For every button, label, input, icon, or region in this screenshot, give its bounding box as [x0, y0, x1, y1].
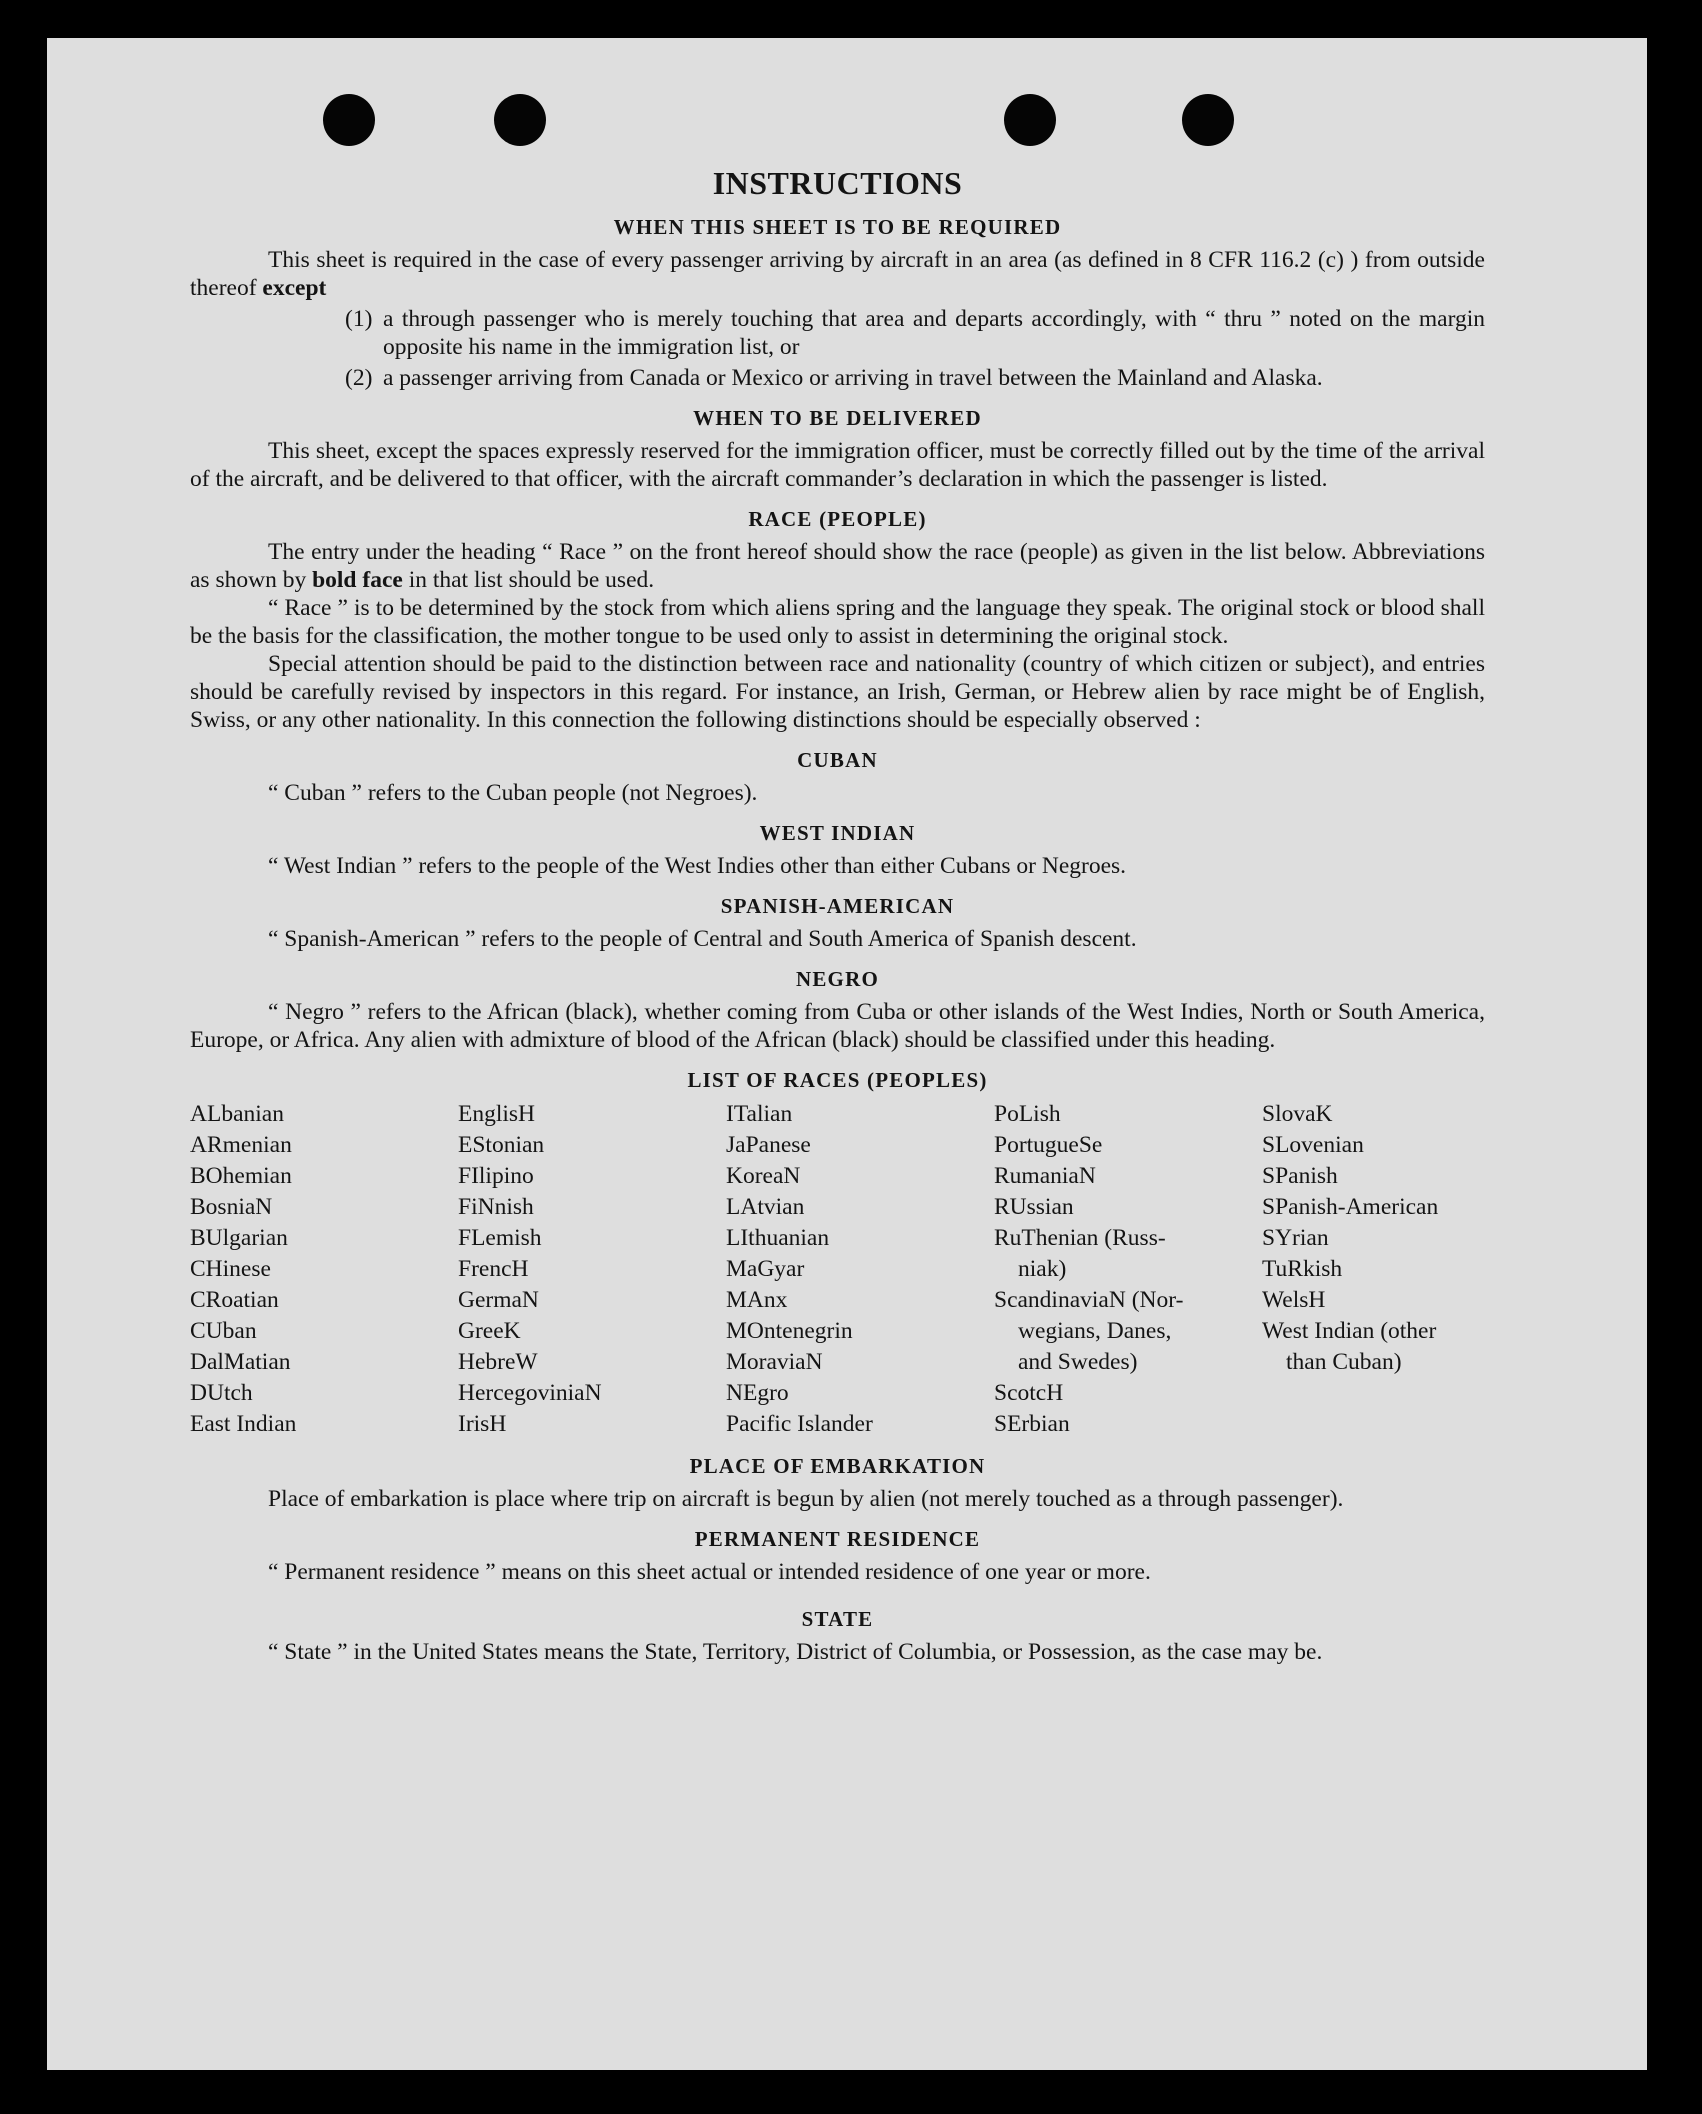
race-entry: FiNnish — [458, 1194, 534, 1220]
race-entry: SPanish-American — [1262, 1194, 1439, 1220]
heading-list-of-races: LIST OF RACES (PEOPLES) — [687, 1068, 988, 1092]
race-entry: East Indian — [190, 1411, 297, 1437]
race-entry: FrencH — [458, 1256, 529, 1282]
heading-when-delivered: WHEN TO BE DELIVERED — [693, 406, 982, 430]
races-list — [190, 1099, 1485, 1440]
intro-text: This sheet is required in the case of every passenger arriving by aircraft in an area (as defined in 8 CFR 116.2 (c) ) from outside thereof — [190, 247, 1485, 301]
heading-state: STATE — [801, 1607, 874, 1631]
spanish-american-text: “ Spanish-American ” refers to the people of Central and South America of Spanish descent. — [268, 926, 1137, 952]
race-entry: BosniaN — [190, 1194, 273, 1220]
race-entry: FLemish — [458, 1225, 542, 1251]
race-entry: RUssian — [994, 1194, 1074, 1220]
race-entry: FIlipino — [458, 1163, 534, 1189]
race-entry: SPanish — [1262, 1163, 1338, 1189]
race-entry: MoraviaN — [726, 1349, 823, 1375]
race-entry: SlovaK — [1262, 1101, 1333, 1127]
heading-permanent-residence: PERMANENT RESIDENCE — [694, 1527, 981, 1551]
punch-hole — [323, 94, 375, 146]
race-entry: ITalian — [726, 1101, 793, 1127]
heading-embarkation: PLACE OF EMBARKATION — [689, 1454, 986, 1478]
races-column-1 — [190, 1099, 458, 1440]
race-p1-bold: bold face — [312, 567, 403, 593]
race-entry: MOntenegrin — [726, 1318, 853, 1344]
race-entry: CUban — [190, 1318, 257, 1344]
race-entry: HercegoviniaN — [458, 1380, 602, 1406]
residence-text: “ Permanent residence ” means on this sheet actual or intended residence of one year or more. — [268, 1559, 1151, 1585]
race-paragraph-2: “ Race ” is to be determined by the stock from which aliens spring and the language they speak. The original stock or blood shall be the basis for the classification, the mother tongue to be used only to assist in determining the original stock. — [190, 595, 1485, 649]
race-entry: HebreW — [458, 1349, 538, 1375]
race-entry: CHinese — [190, 1256, 271, 1282]
race-entry: DUtch — [190, 1380, 253, 1406]
race-entry: MAnx — [726, 1287, 788, 1313]
race-entry: niak) — [1018, 1256, 1067, 1282]
race-entry: BUlgarian — [190, 1225, 288, 1251]
race-entry: BOhemian — [190, 1163, 292, 1189]
races-column-4 — [994, 1099, 1262, 1440]
race-entry: NEgro — [726, 1380, 789, 1406]
heading-spanish-american: SPANISH-AMERICAN — [720, 894, 955, 918]
race-entry: SYrian — [1262, 1225, 1329, 1251]
heading-when-required: WHEN THIS SHEET IS TO BE REQUIRED — [613, 215, 1062, 239]
exception-item-2 — [345, 364, 1485, 392]
race-entry: RumaniaN — [994, 1163, 1096, 1189]
heading-race: RACE (PEOPLE) — [748, 507, 927, 531]
race-entry: ARmenian — [190, 1132, 292, 1158]
race-entry: SLovenian — [1262, 1132, 1364, 1158]
race-paragraph-1 — [190, 538, 1485, 594]
heading-negro: NEGRO — [795, 967, 879, 991]
item-text: a passenger arriving from Canada or Mexico or arriving in travel between the Mainland and Alaska. — [383, 365, 1323, 391]
race-entry: MaGyar — [726, 1256, 805, 1282]
race-entry: PortugueSe — [994, 1132, 1103, 1158]
cuban-text: “ Cuban ” refers to the Cuban people (not Negroes). — [268, 780, 758, 806]
race-entry: wegians, Danes, — [1018, 1318, 1172, 1344]
heading-cuban: CUBAN — [797, 748, 878, 772]
instructions-document — [190, 165, 1485, 1666]
exception-item-1 — [345, 305, 1485, 361]
races-column-5 — [1262, 1099, 1492, 1440]
race-entry: SErbian — [994, 1411, 1070, 1437]
races-column-2 — [458, 1099, 726, 1440]
punch-hole — [1004, 94, 1056, 146]
race-entry: than Cuban) — [1286, 1349, 1402, 1375]
item-number: (2) — [345, 365, 373, 391]
heading-west-indian: WEST INDIAN — [759, 821, 916, 845]
item-text: a through passenger who is merely touching that area and departs accordingly, with “ thru ” noted on the margin opposite his name in the immigration list, or — [383, 306, 1485, 360]
race-entry: RuThenian (Russ- — [994, 1225, 1166, 1251]
intro-except: except — [262, 275, 327, 301]
item-number: (1) — [345, 306, 373, 332]
race-entry: LIthuanian — [726, 1225, 830, 1251]
race-entry: ALbanian — [190, 1101, 284, 1127]
race-entry: DalMatian — [190, 1349, 291, 1375]
race-entry: WelsH — [1262, 1287, 1326, 1313]
race-entry: ScandinaviaN (Nor- — [994, 1287, 1184, 1313]
race-p1-b: in that list should be used. — [408, 567, 655, 593]
race-entry: LAtvian — [726, 1194, 805, 1220]
west-indian-text: “ West Indian ” refers to the people of the West Indies other than either Cubans or Negroes. — [268, 853, 1127, 879]
when-delivered-text: This sheet, except the spaces expressly reserved for the immigration officer, must be correctly filled out by the time of the arrival of the aircraft, and be delivered to that officer, with the aircraft commander’s declaration in which the passenger is listed. — [190, 438, 1485, 492]
race-entry: JaPanese — [726, 1132, 811, 1158]
race-entry: GermaN — [458, 1287, 539, 1313]
race-entry: ScotcH — [994, 1380, 1064, 1406]
race-entry: PoLish — [994, 1101, 1061, 1127]
race-entry: TuRkish — [1262, 1256, 1343, 1282]
race-entry: EnglisH — [458, 1101, 536, 1127]
punch-hole — [494, 94, 546, 146]
race-entry: and Swedes) — [1018, 1349, 1138, 1375]
race-entry: Pacific Islander — [726, 1411, 873, 1437]
race-p1-a: The entry under the heading “ Race ” on the front hereof should show the race (people) as given in the list below. Abbreviations as shown by — [190, 539, 1485, 593]
punch-hole — [1182, 94, 1234, 146]
race-entry: IrisH — [458, 1411, 507, 1437]
race-entry: KoreaN — [726, 1163, 801, 1189]
negro-text: “ Negro ” refers to the African (black), whether coming from Cuba or other islands of the West Indies, North or South America, Europe, or Africa. Any alien with admixture of blood of the African (black) should be classified under this heading. — [190, 999, 1485, 1053]
race-entry: EStonian — [458, 1132, 545, 1158]
when-required-intro — [190, 246, 1485, 302]
race-entry: CRoatian — [190, 1287, 279, 1313]
race-entry: GreeK — [458, 1318, 521, 1344]
embarkation-text: Place of embarkation is place where trip on aircraft is begun by alien (not merely touched as a through passenger). — [268, 1486, 1344, 1512]
page-title: INSTRUCTIONS — [712, 165, 963, 201]
race-paragraph-3: Special attention should be paid to the distinction between race and nationality (country of which citizen or subject), and entries should be carefully revised by inspectors in this regard. For instance, an Irish, German, or Hebrew alien by race might be of English, Swiss, or any other nationality. In this connection the following distinctions should be especially observed : — [190, 651, 1485, 733]
races-column-3 — [726, 1099, 994, 1440]
state-text: “ State ” in the United States means the State, Territory, District of Columbia, or Possession, as the case may be. — [268, 1639, 1323, 1665]
race-entry: West Indian (other — [1262, 1318, 1437, 1344]
